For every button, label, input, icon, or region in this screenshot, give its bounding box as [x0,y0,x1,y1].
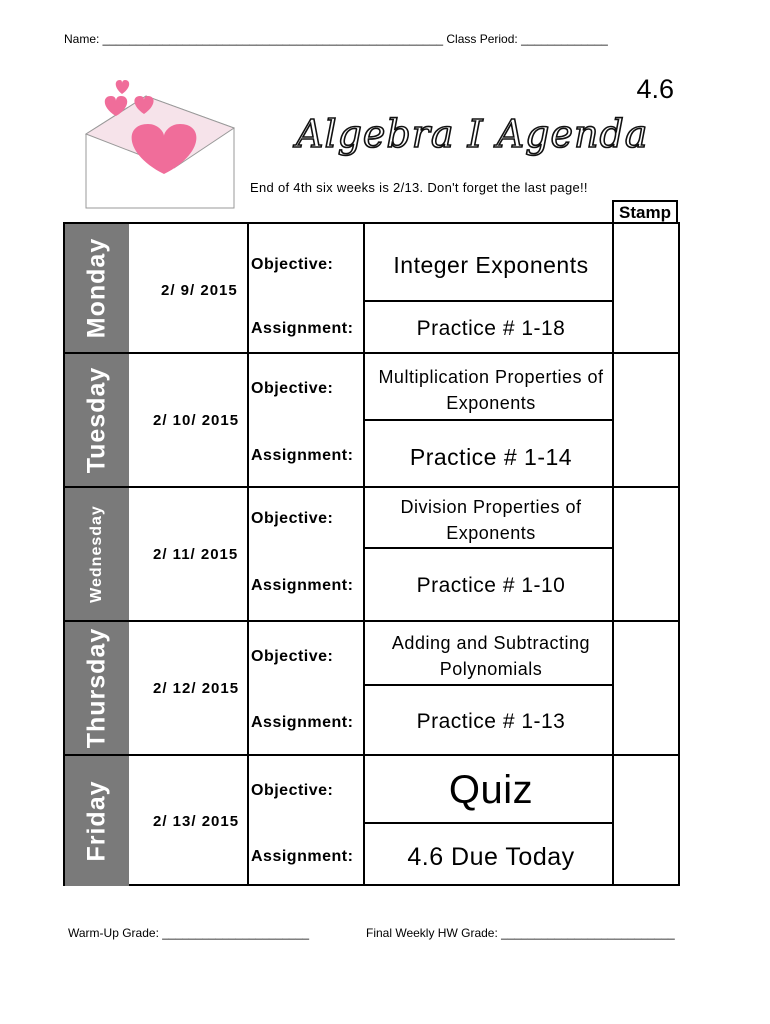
day-label-wednesday: Wednesday [65,488,129,622]
name-class-period-line: Name: ___________________________________________________ Class Period: _____________ [64,32,608,46]
date-friday: 2/ 13/ 2015 [153,813,240,830]
assignment-tuesday: Practice # 1-14 [409,444,573,470]
assignment-thursday: Practice # 1-13 [416,710,566,733]
date-tuesday: 2/ 10/ 2015 [153,412,240,429]
date-wednesday: 2/ 11/ 2015 [153,546,239,563]
objective-tuesday: Multiplication Properties of Exponents [378,367,604,413]
page-title: Algebra I Agenda [296,112,649,156]
agenda-table [63,222,680,886]
assignment-monday: Practice # 1-18 [416,317,566,340]
date-monday: 2/ 9/ 2015 [161,282,238,299]
day-label-tuesday: Tuesday [65,354,129,488]
subtitle-note: End of 4th six weeks is 2/13. Don't forget the last page!! [250,180,588,195]
objective-label: Objective: [251,380,334,397]
objective-label: Objective: [251,782,334,799]
assignment-label: Assignment: [251,447,354,464]
assignment-label: Assignment: [251,848,354,865]
stamp-header: Stamp [612,200,678,222]
objective-monday: Integer Exponents [393,252,589,278]
objective-label: Objective: [251,510,334,527]
warmup-grade-line: Warm-Up Grade: ______________________ [68,926,310,940]
hw-grade-line: Final Weekly HW Grade: __________________________ [366,926,675,940]
date-thursday: 2/ 12/ 2015 [153,680,240,697]
objective-label: Objective: [251,256,334,273]
day-label-friday: Friday [65,756,129,886]
assignment-label: Assignment: [251,714,354,731]
objective-friday: Quiz [448,768,534,812]
assignment-label: Assignment: [251,320,354,337]
unit-number: 4.6 [636,74,674,104]
assignment-friday: 4.6 Due Today [407,843,575,871]
objective-thursday: Adding and Subtracting Polynomials [391,633,591,679]
objective-wednesday: Division Properties of Exponents [400,497,582,543]
assignment-label: Assignment: [251,577,354,594]
envelope-hearts-icon [84,76,244,221]
objective-label: Objective: [251,648,334,665]
assignment-wednesday: Practice # 1-10 [416,574,566,597]
day-label-monday: Monday [65,224,129,354]
day-label-thursday: Thursday [65,622,129,756]
